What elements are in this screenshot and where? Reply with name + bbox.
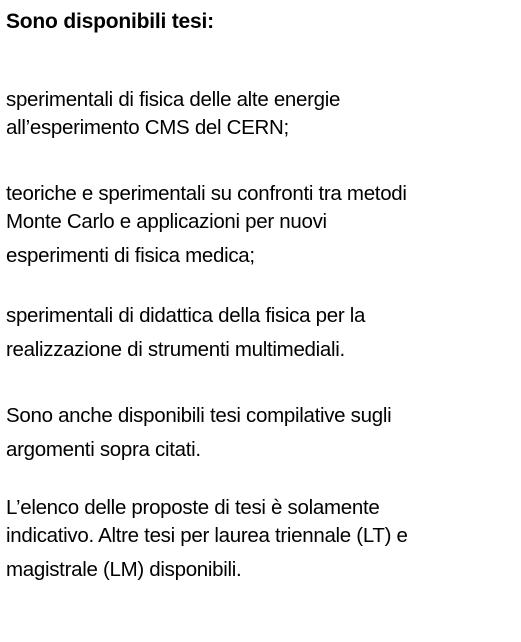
paragraph-line: Sono anche disponibili tesi compilative sugli [6, 404, 392, 427]
paragraph-line: L’elenco delle proposte di tesi è solamente [6, 496, 380, 519]
paragraph-line: esperimenti di fisica medica; [6, 244, 255, 267]
paragraph-line: Monte Carlo e applicazioni per nuovi [6, 210, 327, 233]
paragraph-line: all’esperimento CMS del CERN; [6, 116, 289, 139]
page-heading: Sono disponibili tesi: [6, 10, 214, 33]
paragraph-line: realizzazione di strumenti multimediali. [6, 338, 345, 361]
thesis-announcement [6, 8, 518, 581]
paragraph-line: indicativo. Altre tesi per laurea triennale (LT) e [6, 524, 408, 547]
paragraph-theoretical-monte-carlo [6, 180, 518, 270]
paragraph-indicative-list [6, 494, 518, 584]
paragraph-line: sperimentali di didattica della fisica per la [6, 304, 366, 327]
paragraph-experimental-high-energy [6, 86, 518, 142]
paragraph-compilative-theses [6, 402, 518, 464]
paragraph-line: argomenti sopra citati. [6, 438, 201, 461]
paragraph-line: teoriche e sperimentali su confronti tra metodi [6, 182, 407, 205]
paragraph-line: magistrale (LM) disponibili. [6, 558, 242, 581]
paragraph-physics-didactics [6, 302, 518, 364]
paragraph-line: sperimentali di fisica delle alte energie [6, 88, 341, 111]
